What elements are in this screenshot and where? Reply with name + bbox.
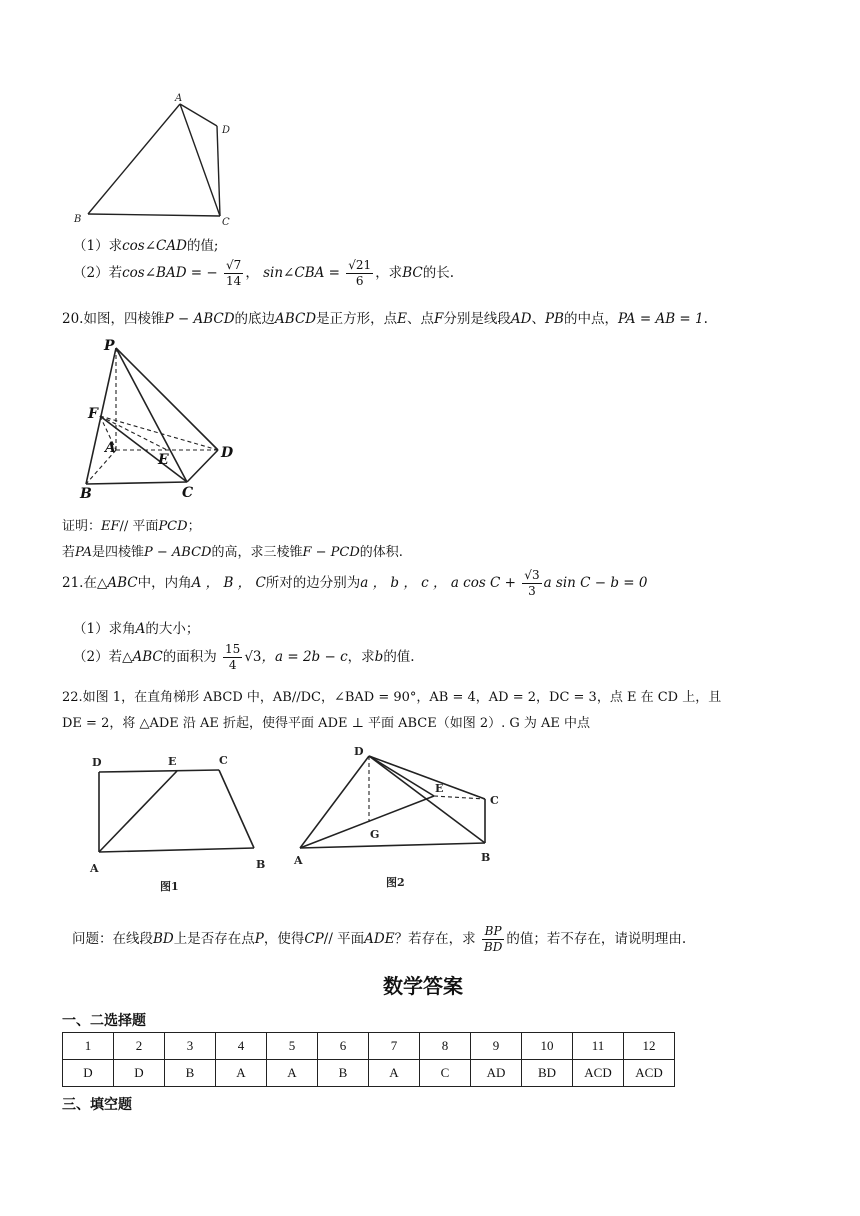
answer-number-cell: 2 [114, 1033, 165, 1060]
answer-number-cell: 12 [624, 1033, 675, 1060]
fig22a-label-d: D [92, 756, 102, 769]
fig22b-label-g: G [370, 828, 380, 841]
q21-area-frac: $\frac{15}{4}$ [225, 642, 241, 672]
q22-question: 问题：在线段BD上是否存在点P，使得CP// 平面ADE？若存在，求 $\frac{BP}{BD}$ 的值；若不存在，请说明理由. [72, 924, 687, 954]
answer-choice-cell: BD [522, 1060, 573, 1087]
fig20-label-c: C [182, 485, 194, 501]
answer-number-cell: 9 [471, 1033, 522, 1060]
q19-frac2: $\frac{√21}{6}$ [348, 258, 372, 288]
q20-stem: 20.如图，四棱锥P − ABCD的底边ABCD是正方形，点E、点F分别是线段AD、PB的中点，PA = AB = 1. [62, 311, 708, 327]
answer-choice-cell: AD [471, 1060, 522, 1087]
figure-q22-1 [84, 748, 274, 898]
answer-number-cell: 1 [63, 1033, 114, 1060]
fig22a-caption: 图1 [160, 880, 179, 893]
answers-title: 数学答案 [383, 974, 463, 998]
fig20-label-f: F [88, 406, 98, 422]
fig20-label-p: P [104, 338, 115, 354]
answer-choice-cell: C [420, 1060, 471, 1087]
fig20-label-e: E [158, 452, 169, 468]
fig19-label-b: B [74, 214, 82, 225]
answer-choice-cell: A [369, 1060, 420, 1087]
answer-choice-cell: D [63, 1060, 114, 1087]
answer-choice-cell: B [318, 1060, 369, 1087]
fig22a-label-e: E [168, 755, 177, 768]
fig22a-label-c: C [219, 754, 228, 767]
fig22b-label-a: A [294, 854, 303, 867]
answer-number-cell: 11 [573, 1033, 624, 1060]
fig22b-caption: 图2 [386, 876, 405, 889]
answer-number-cell: 8 [420, 1033, 471, 1060]
q22-frac: $\frac{BP}{BD}$ [483, 924, 503, 954]
answer-numbers-row [63, 1033, 675, 1060]
answer-number-cell: 3 [165, 1033, 216, 1060]
fig20-label-a: A [105, 440, 116, 456]
figure-q20 [72, 336, 242, 506]
figure-q19 [68, 90, 243, 230]
fig22b-label-c: C [490, 794, 499, 807]
answer-choice-cell: A [267, 1060, 318, 1087]
fig22b-label-d: D [354, 745, 364, 758]
q19-part2: （2）若cos∠BAD = − $\frac{√7}{14}$ ， sin∠CBA = $\frac{√21}{6}$ ，求BC的长. [73, 258, 454, 288]
q22-line1: 22.如图 1，在直角梯形 ABCD 中，AB//DC，∠BAD = 90°，AB = 4，AD = 2，DC = 3，点 E 在 CD 上，且 [62, 690, 722, 705]
fig22b-label-e: E [435, 782, 444, 795]
answer-number-cell: 7 [369, 1033, 420, 1060]
answer-choice-cell: D [114, 1060, 165, 1087]
answer-table [62, 1032, 675, 1087]
figure-q22-2 [290, 740, 510, 896]
q20-volume: 若PA是四棱锥P − ABCD的高，求三棱锥F − PCD的体积. [62, 545, 403, 560]
answer-choice-cell: B [165, 1060, 216, 1087]
answer-number-cell: 10 [522, 1033, 573, 1060]
answer-choice-cell: A [216, 1060, 267, 1087]
q21-part1: （1）求角A的大小； [73, 621, 200, 637]
answer-choice-cell: ACD [624, 1060, 675, 1087]
q20-proof: 证明：EF// 平面PCD； [62, 519, 201, 534]
answer-choice-cell: ACD [573, 1060, 624, 1087]
answer-number-cell: 4 [216, 1033, 267, 1060]
q22-line2: DE = 2，将 △ADE 沿 AE 折起，使得平面 ADE ⊥ 平面 ABCE（如图 2）. G 为 AE 中点 [62, 716, 591, 731]
q19-part1: （1）求cos∠CAD的值; [73, 238, 219, 254]
section-choice-heading: 一、二选择题 [62, 1013, 146, 1029]
q21-stem: 21.在△ABC中，内角A ， B ， C所对的边分别为a ， b ， c ， a cos C + $\frac{√3}{3}$ a sin C − b = 0 [62, 568, 648, 598]
fig22a-label-b: B [256, 858, 266, 871]
fig22b-label-b: B [481, 851, 491, 864]
fig19-label-c: C [222, 217, 230, 228]
q21-eq-frac: $\frac{√3}{3}$ [524, 568, 540, 598]
fig19-label-a: A [175, 93, 183, 104]
section-fill-heading: 三、填空题 [62, 1097, 132, 1113]
fig19-label-d: D [222, 125, 231, 136]
q19-frac1: $\frac{√7}{14}$ [226, 258, 242, 288]
answer-choices-row [63, 1060, 675, 1087]
fig20-label-b: B [80, 486, 92, 502]
answer-number-cell: 6 [318, 1033, 369, 1060]
answer-number-cell: 5 [267, 1033, 318, 1060]
fig20-label-d: D [221, 445, 234, 461]
q21-part2: （2）若△ABC的面积为 $\frac{15}{4}$ √3，a = 2b − c，求b的值. [73, 642, 415, 672]
fig22a-label-a: A [90, 862, 99, 875]
